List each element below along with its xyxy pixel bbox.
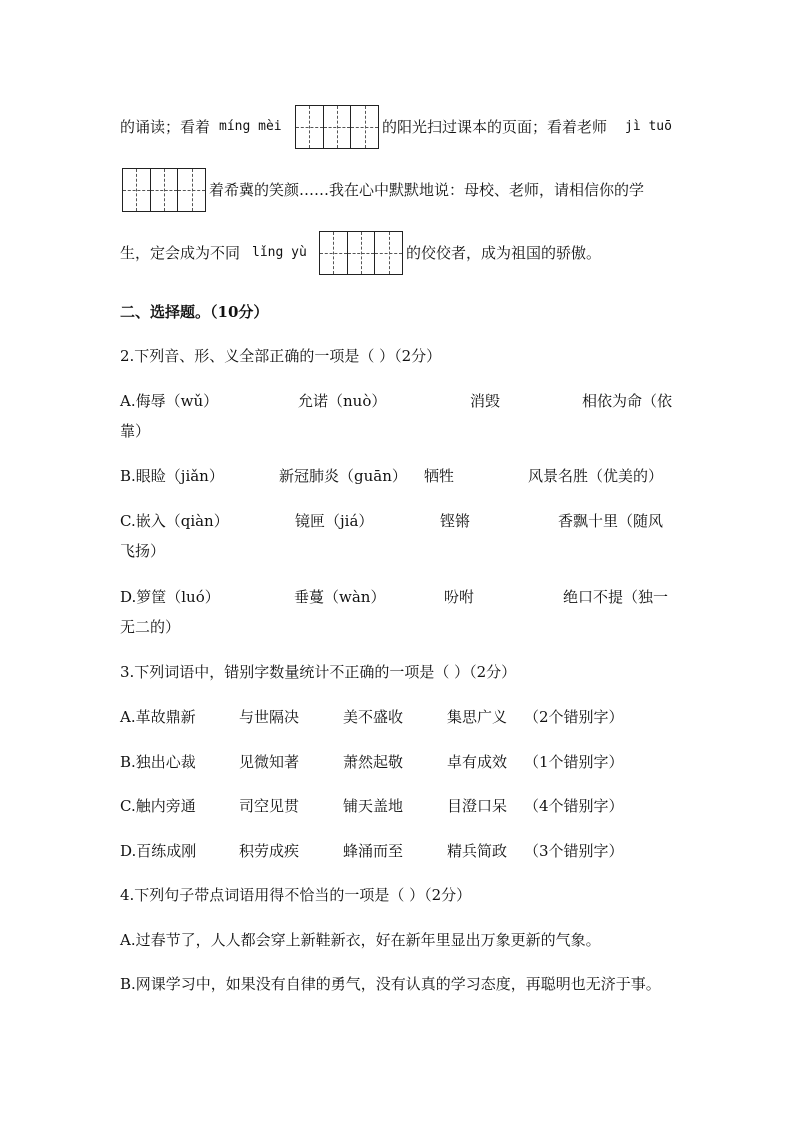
q2-option-d-1: D.箩筐（luó） [120, 588, 220, 606]
q2-option-d-cont: 无二的） [120, 618, 181, 636]
q2-option-a-2: 允诺（nuò） [298, 392, 387, 410]
section-title: 二、选择题。（10分） [120, 303, 269, 321]
q3-d-1: D.百练成刚 [120, 842, 197, 860]
q2-stem: 2.下列音、形、义全部正确的一项是（ ）（2分） [120, 347, 442, 365]
answer-box-mingmei[interactable] [295, 105, 379, 149]
q2-option-a-cont: 靠） [120, 422, 151, 440]
q3-b-3: 萧然起敬 [343, 753, 404, 771]
q2-option-c-1: C.嵌入（qiàn） [120, 512, 229, 530]
q2-option-c-2: 镜匣（jiá） [295, 512, 374, 530]
q3-b-1: B.独出心裁 [120, 753, 196, 771]
q3-d-2: 积劳成疾 [239, 842, 300, 860]
q3-c-3: 铺天盖地 [343, 797, 404, 815]
q3-b-5: （1个错别字） [524, 753, 624, 771]
q3-stem: 3.下列词语中，错别字数量统计不正确的一项是（ ）（2分） [120, 663, 517, 681]
fill-line-2: 着希冀的笑颜……我在心中默默地说：母校、老师，请相信你的学 [209, 181, 645, 199]
q2-option-a-4: 相依为命（依 [582, 392, 673, 410]
q2-option-c-3: 铿锵 [440, 512, 471, 530]
fill-line-1-a: 的诵读；看着 [120, 118, 211, 136]
q3-d-5: （3个错别字） [524, 842, 624, 860]
q2-option-c-4: 香飘十里（随风 [558, 512, 664, 530]
q3-d-3: 蜂涌而至 [343, 842, 404, 860]
q2-option-d-2: 垂蔓（wàn） [294, 588, 386, 606]
q3-a-1: A.革故鼎新 [120, 708, 196, 726]
pinyin-lingyu: lǐng yù [252, 245, 307, 260]
q4-option-a: A.过春节了，人人都会穿上新鞋新衣，好在新年里显出万象更新的气象。 [120, 931, 601, 949]
q3-d-4: 精兵简政 [447, 842, 508, 860]
q3-a-2: 与世隔决 [239, 708, 300, 726]
q2-option-b-3: 牺牲 [424, 467, 455, 485]
q3-a-3: 美不盛收 [343, 708, 404, 726]
q2-option-b-1: B.眼睑（jiǎn） [120, 467, 224, 485]
q3-c-4: 目澄口呆 [447, 797, 508, 815]
fill-line-3-b: 的佼佼者，成为祖国的骄傲。 [406, 244, 602, 262]
q2-option-b-2: 新冠肺炎（guān） [279, 467, 407, 485]
q2-option-d-3: 吩咐 [444, 588, 475, 606]
q4-stem: 4.下列句子带点词语用得不恰当的一项是（ ）（2分） [120, 886, 472, 904]
q2-option-a-1: A.侮辱（wǔ） [120, 392, 219, 410]
answer-box-lingyu[interactable] [319, 231, 403, 275]
q3-a-4: 集思广义 [447, 708, 508, 726]
q2-option-b-4: 风景名胜（优美的） [528, 467, 664, 485]
q2-option-a-3: 消毁 [470, 392, 501, 410]
q3-b-2: 见微知著 [239, 753, 300, 771]
fill-line-3-a: 生，定会成为不同 [120, 244, 241, 262]
q2-option-c-cont: 飞扬） [120, 542, 166, 560]
q3-a-5: （2个错别字） [524, 708, 624, 726]
q3-c-5: （4个错别字） [524, 797, 624, 815]
q4-option-b: B.网课学习中，如果没有自律的勇气，没有认真的学习态度，再聪明也无济于事。 [120, 975, 661, 993]
q3-c-2: 司空见贯 [239, 797, 300, 815]
pinyin-mingmei: míng mèi [219, 119, 282, 134]
q3-b-4: 卓有成效 [447, 753, 508, 771]
answer-box-jituo[interactable] [122, 168, 206, 212]
q3-c-1: C.触内旁通 [120, 797, 196, 815]
pinyin-jituo: jì tuō [625, 119, 672, 134]
q2-option-d-4: 绝口不提（独一 [563, 588, 669, 606]
fill-line-1-b: 的阳光扫过课本的页面；看着老师 [382, 118, 608, 136]
